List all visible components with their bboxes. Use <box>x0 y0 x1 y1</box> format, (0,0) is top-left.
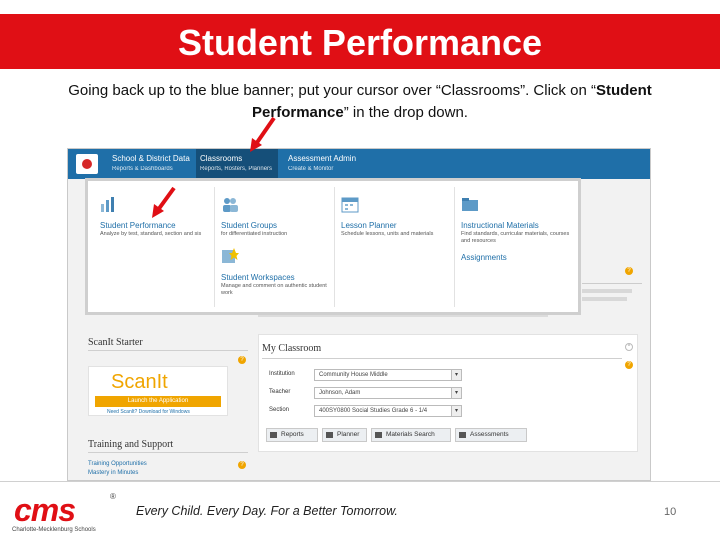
dropdown-item-desc: Manage and comment on authentic student work <box>221 283 327 296</box>
registered-mark: ® <box>110 492 116 501</box>
dropdown-item-desc: for differentiated instruction <box>221 231 288 237</box>
arrow-to-classrooms <box>250 118 274 152</box>
help-icon[interactable]: ? <box>238 356 246 364</box>
mastery-link[interactable]: Mastery in Minutes <box>88 470 139 476</box>
dropdown-item-title: Student Performance <box>100 221 176 230</box>
dropdown-item-desc: Analyze by test, standard, section and sis <box>100 231 202 237</box>
training-link[interactable]: Training Opportunities <box>88 461 147 467</box>
help-icon[interactable]: ? <box>625 361 633 369</box>
nav-label: Classrooms <box>200 154 243 163</box>
section-value: 400SY0800 Social Studies Grade 6 - 1/4 <box>319 408 428 414</box>
dropdown-item-desc: Schedule lessons, units and materials <box>341 231 434 237</box>
chevron-down-icon: ▾ <box>451 406 461 416</box>
slide-title: Student Performance <box>177 22 543 63</box>
institution-value: Community House Middle <box>319 372 388 378</box>
nav-label: Assessment Admin <box>288 154 357 163</box>
institution-label: Institution <box>269 371 295 377</box>
nav-sublabel: Reports & Dashboards <box>112 166 173 172</box>
instruction-bold: Student Performance <box>252 82 652 121</box>
instruction-part-1: Going back up to the blue banner; put your cursor over “Classrooms”. Click on “ <box>68 82 596 99</box>
chevron-down-icon: ▾ <box>451 370 461 380</box>
teacher-label: Teacher <box>269 389 291 395</box>
cms-logo-subtitle: Charlotte-Mecklenburg Schools <box>12 527 96 533</box>
button-label: Materials Search <box>386 431 435 438</box>
scanit-title: ScanIt Starter <box>88 337 143 348</box>
nav-sublabel: Reports, Rosters, Planners <box>200 166 273 172</box>
nav-label: School & District Data <box>112 154 190 163</box>
instruction-part-2: ” in the drop down. <box>343 104 468 121</box>
my-classroom-title: My Classroom <box>262 343 322 354</box>
cms-logo-text: cms <box>14 492 76 528</box>
nav-sublabel: Create & Monitor <box>288 166 334 172</box>
footer-divider <box>0 481 720 482</box>
chevron-down-icon: ▾ <box>451 388 461 398</box>
footer-tagline: Every Child. Every Day. For a Better Tomorrow. <box>136 504 398 518</box>
page-number: 10 <box>664 506 677 518</box>
teacher-value: Johnson, Adam <box>319 390 361 396</box>
help-icon[interactable]: ? <box>625 267 633 275</box>
launch-application-button[interactable]: Launch the Application <box>95 396 221 407</box>
dropdown-item-title: Student Workspaces <box>221 273 295 282</box>
dropdown-item-desc: Find standards, curricular materials, courses and resources <box>461 231 570 244</box>
collapse-icon[interactable]: ^ <box>625 343 633 351</box>
section-label: Section <box>269 407 290 413</box>
dropdown-item-title: Assignments <box>461 253 507 262</box>
arrow-to-student-performance <box>152 188 174 218</box>
button-label: Reports <box>281 431 304 438</box>
scanit-download-link[interactable]: Need ScanIt? Download for Windows <box>107 409 190 415</box>
button-label: Assessments <box>470 431 509 438</box>
training-title: Training and Support <box>88 439 174 450</box>
dropdown-item-title: Student Groups <box>221 221 278 230</box>
dropdown-item-title: Instructional Materials <box>461 221 539 230</box>
help-icon[interactable]: ? <box>238 461 246 469</box>
cms-logo <box>12 490 122 535</box>
button-label: Planner <box>337 431 360 438</box>
dropdown-item-title: Lesson Planner <box>341 221 397 230</box>
scanit-logo: ScanIt <box>111 371 168 393</box>
